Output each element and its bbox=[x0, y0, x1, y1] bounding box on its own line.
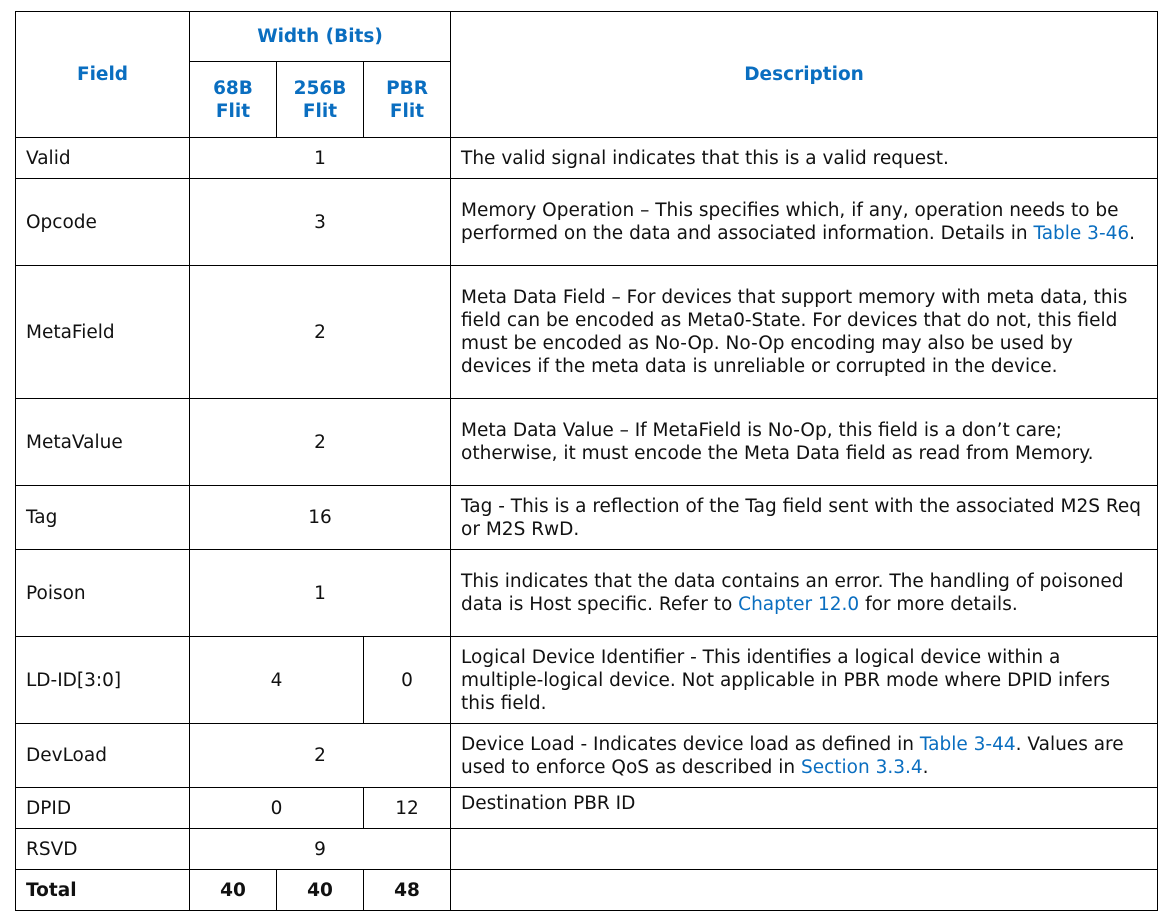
description-cell bbox=[451, 829, 1158, 870]
header-pbr-flit: PBR Flit bbox=[364, 62, 451, 138]
description-cell: Logical Device Identifier - This identifies a logical device within a multiple-logical device. Not applicable in PBR mode where DPID infers this field. bbox=[451, 637, 1158, 724]
width-cell: 16 bbox=[190, 486, 451, 550]
width-pbr-cell: 12 bbox=[364, 788, 451, 829]
description-cell bbox=[451, 870, 1158, 911]
field-cell: DPID bbox=[16, 788, 190, 829]
description-cell: This indicates that the data contains an error. The handling of poisoned data is Host specific. Refer to Chapter 12.0 for more details. bbox=[451, 550, 1158, 637]
width-pbr-cell: 0 bbox=[364, 637, 451, 724]
field-cell: Poison bbox=[16, 550, 190, 637]
description-cell: Device Load - Indicates device load as defined in Table 3-44. Values are used to enforce QoS as described in Section 3.3.4. bbox=[451, 724, 1158, 788]
table-row bbox=[16, 550, 1158, 637]
m2s-fields-table bbox=[15, 11, 1158, 911]
description-cell: Memory Operation – This specifies which, if any, operation needs to be performed on the data and associated information. Details in Table 3-46. bbox=[451, 179, 1158, 266]
total-256b: 40 bbox=[277, 870, 364, 911]
description-cell: Meta Data Value – If MetaField is No-Op, this field is a don’t care; otherwise, it must encode the Meta Data field as read from Memory. bbox=[451, 399, 1158, 486]
section-3-3-4-link[interactable]: Section 3.3.4 bbox=[800, 756, 923, 778]
table-row bbox=[16, 486, 1158, 550]
table-row bbox=[16, 829, 1158, 870]
width-flit-cell: 0 bbox=[190, 788, 364, 829]
width-cell: 2 bbox=[190, 266, 451, 399]
header-description: Description bbox=[451, 12, 1158, 138]
table-row bbox=[16, 788, 1158, 829]
table-row bbox=[16, 724, 1158, 788]
header-256b-flit: 256B Flit bbox=[277, 62, 364, 138]
table-row bbox=[16, 138, 1158, 179]
description-cell: Tag - This is a reflection of the Tag field sent with the associated M2S Req or M2S RwD. bbox=[451, 486, 1158, 550]
table-3-46-link[interactable]: Table 3-46 bbox=[1033, 223, 1130, 244]
header-68b-flit: 68B Flit bbox=[190, 62, 277, 138]
chapter-12-link[interactable]: Chapter 12.0 bbox=[738, 594, 860, 615]
header-row bbox=[16, 12, 1158, 62]
field-cell: Tag bbox=[16, 486, 190, 550]
total-68b: 40 bbox=[190, 870, 277, 911]
header-width: Width (Bits) bbox=[190, 12, 451, 62]
field-cell: Opcode bbox=[16, 179, 190, 266]
width-cell: 9 bbox=[190, 829, 451, 870]
width-cell: 3 bbox=[190, 179, 451, 266]
description-cell: The valid signal indicates that this is a valid request. bbox=[451, 138, 1158, 179]
table-row bbox=[16, 266, 1158, 399]
description-cell: Destination PBR ID bbox=[451, 788, 1158, 829]
table-row bbox=[16, 399, 1158, 486]
field-cell: MetaValue bbox=[16, 399, 190, 486]
total-row bbox=[16, 870, 1158, 911]
width-cell: 1 bbox=[190, 138, 451, 179]
table-row bbox=[16, 637, 1158, 724]
width-cell: 2 bbox=[190, 724, 451, 788]
header-field: Field bbox=[16, 12, 190, 138]
field-cell: DevLoad bbox=[16, 724, 190, 788]
field-cell: RSVD bbox=[16, 829, 190, 870]
table-3-44-link[interactable]: Table 3-44 bbox=[919, 733, 1016, 755]
description-cell: Meta Data Field – For devices that support memory with meta data, this field can be encoded as Meta0-State. For devices that do not, this field must be encoded as No-Op. No-Op encoding may also be used by devices if the meta data is unreliable or corrupted in the device. bbox=[451, 266, 1158, 399]
total-label: Total bbox=[16, 870, 190, 911]
width-flit-cell: 4 bbox=[190, 637, 364, 724]
width-cell: 1 bbox=[190, 550, 451, 637]
width-cell: 2 bbox=[190, 399, 451, 486]
total-pbr: 48 bbox=[364, 870, 451, 911]
field-cell: Valid bbox=[16, 138, 190, 179]
field-cell: MetaField bbox=[16, 266, 190, 399]
field-cell: LD-ID[3:0] bbox=[16, 637, 190, 724]
table-row bbox=[16, 179, 1158, 266]
